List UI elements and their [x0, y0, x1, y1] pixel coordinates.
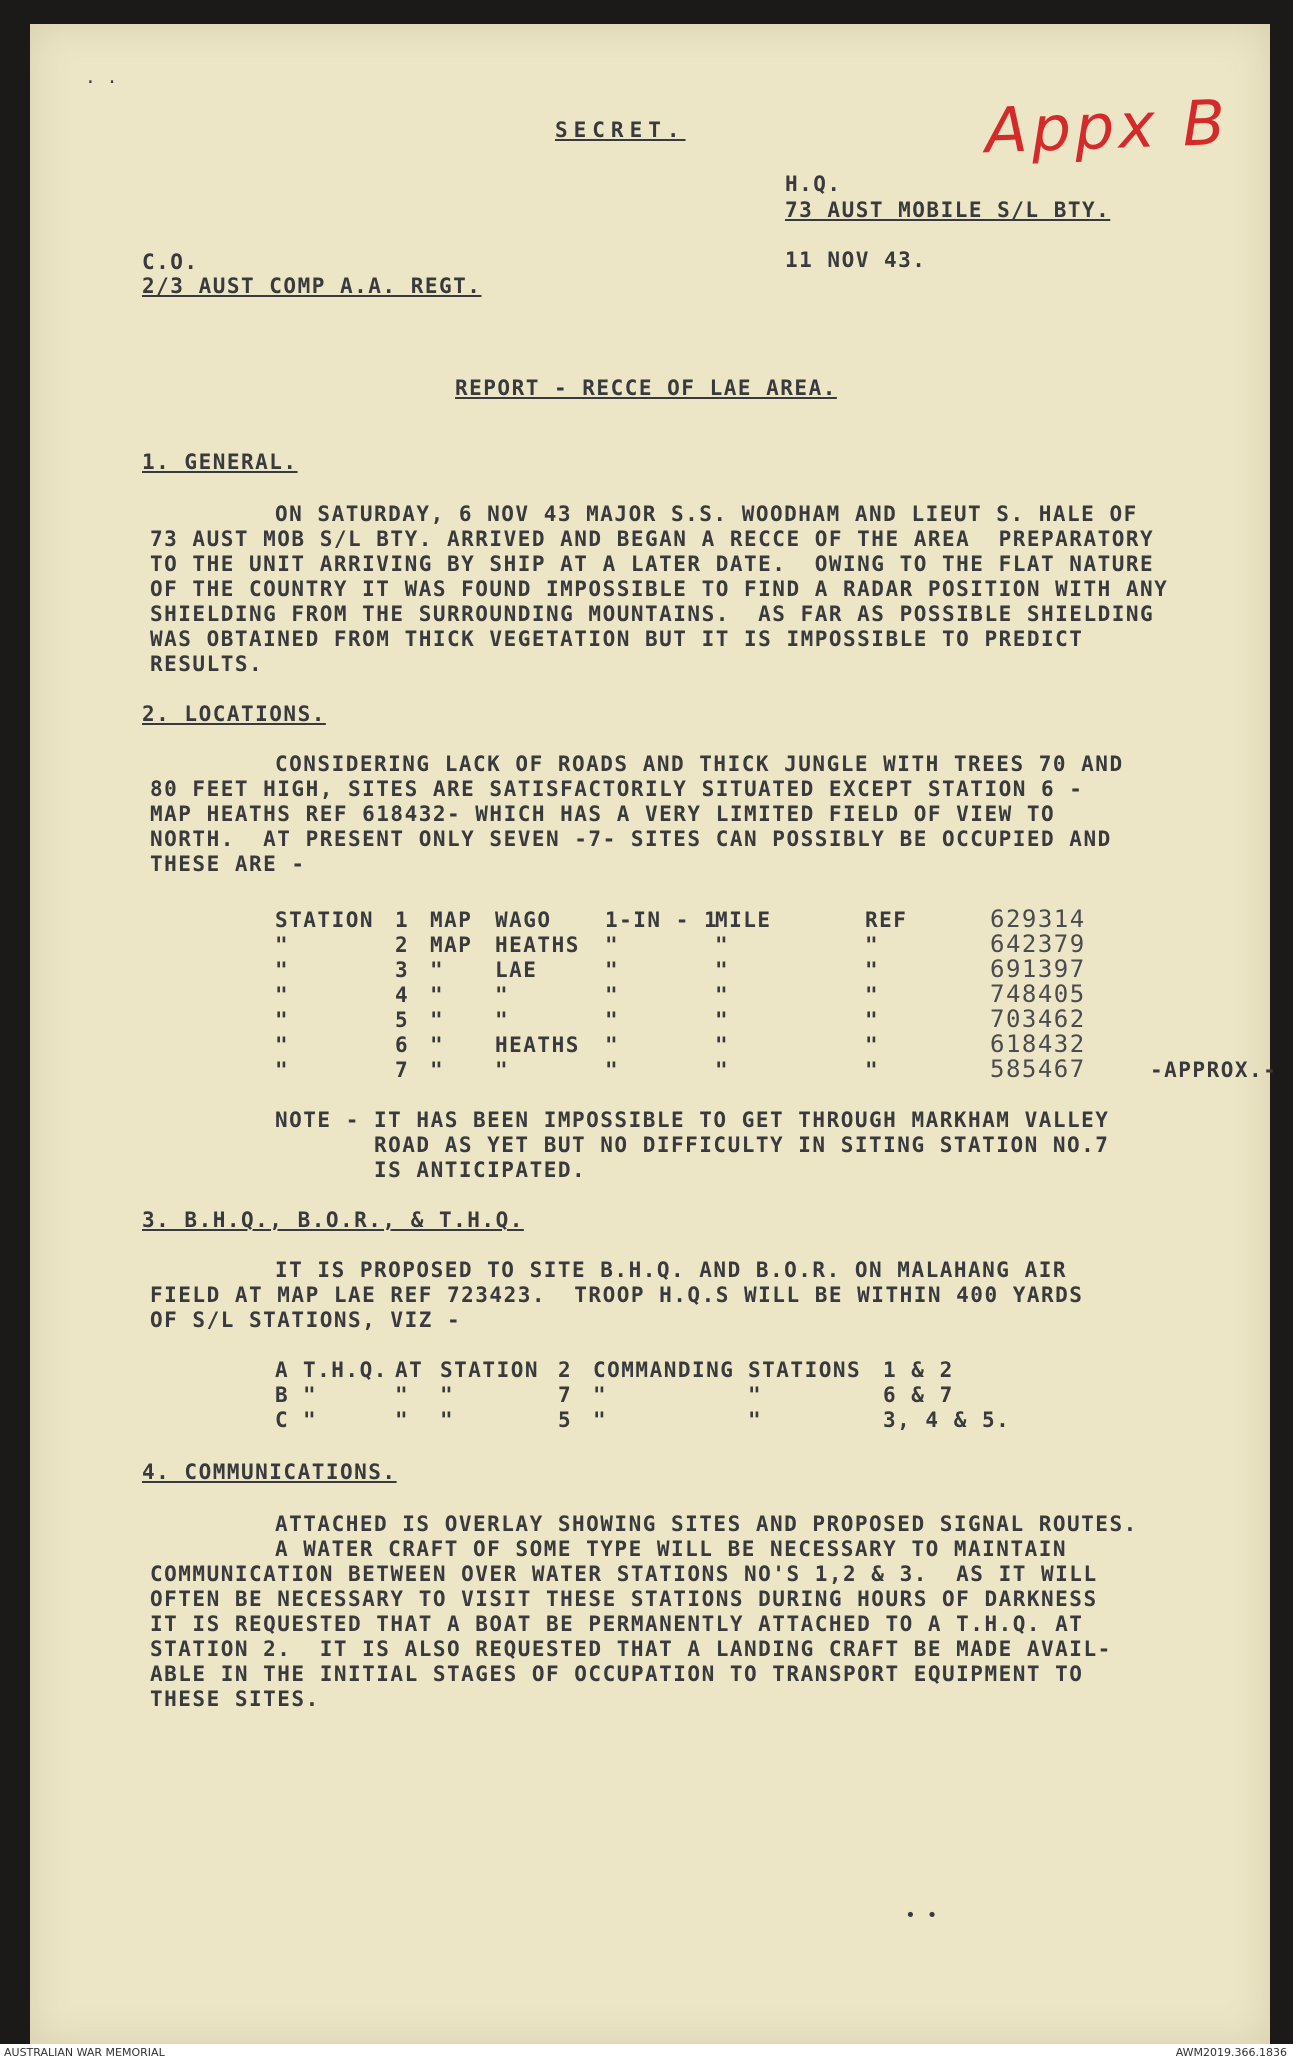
page-dots: • • — [905, 1905, 938, 1926]
table-row — [275, 905, 1277, 933]
map-name: LAE — [495, 958, 538, 982]
classification-heading: SECRET. — [555, 118, 686, 142]
map-label: MAP — [430, 933, 473, 957]
ref-label: " — [865, 983, 880, 1007]
locations-note — [275, 1108, 1293, 1183]
document-date: 11 NOV 43. — [785, 248, 927, 272]
map-scale: " — [605, 933, 620, 957]
map-name: " — [495, 1058, 510, 1082]
station-label: STATION — [440, 1358, 540, 1382]
map-label: " — [430, 1008, 445, 1032]
scale-unit: MILE — [715, 908, 772, 932]
troop-hq: T.H.Q. — [303, 1358, 388, 1382]
troop-letter: B — [275, 1383, 290, 1407]
report-title: REPORT - RECCE OF LAE AREA. — [455, 376, 837, 400]
map-scale: " — [605, 983, 620, 1007]
text-line: 80 FEET HIGH, SITES ARE SATISFACTORILY SITUATED EXCEPT STATION 6 - — [150, 777, 1084, 801]
section-heading-communications: 4. COMMUNICATIONS. — [142, 1460, 397, 1484]
map-scale: 1-IN - 1 — [605, 908, 719, 932]
text-line: THESE SITES. — [150, 1687, 320, 1711]
from-line-1: H.Q. — [785, 172, 842, 196]
station-number: 4 — [395, 983, 410, 1007]
stations-table — [275, 905, 1278, 1083]
ref-label: " — [865, 1058, 880, 1082]
station-label: STATION — [275, 908, 375, 932]
text-line: IT IS PROPOSED TO SITE B.H.Q. AND B.O.R. ON MALAHANG AIR — [275, 1258, 1068, 1282]
station-label: " — [275, 933, 290, 957]
text-line: COMMUNICATION BETWEEN OVER WATER STATIONS NO'S 1,2 & 3. AS IT WILL — [150, 1562, 1098, 1586]
station-label: " — [275, 958, 290, 982]
map-label: " — [430, 1058, 445, 1082]
map-name: WAGO — [495, 908, 552, 932]
map-label: " — [430, 1033, 445, 1057]
grid-ref: 642379 — [990, 930, 1086, 958]
station-note: -APPROX.- — [1150, 1058, 1278, 1082]
footer-left: AUSTRALIAN WAR MEMORIAL — [4, 2046, 165, 2059]
stations-label: " — [748, 1408, 763, 1432]
stations-label: " — [748, 1383, 763, 1407]
section-communications-body — [150, 1512, 1230, 1712]
ref-label: " — [865, 1008, 880, 1032]
troop-letter: A — [275, 1358, 290, 1382]
map-name: " — [495, 983, 510, 1007]
commanding-label: " — [593, 1408, 608, 1432]
table-row — [275, 1005, 1277, 1033]
text-line: RESULTS. — [150, 652, 264, 676]
hq-station: 5 — [558, 1408, 573, 1432]
commanding-label: " — [593, 1383, 608, 1407]
map-name: HEATHS — [495, 1033, 580, 1057]
station-label: " — [275, 1033, 290, 1057]
section-heading-general: 1. GENERAL. — [142, 450, 298, 474]
station-number: 5 — [395, 1008, 410, 1032]
scale-unit: " — [715, 1008, 730, 1032]
stations-label: STATIONS — [748, 1358, 862, 1382]
text-line: WAS OBTAINED FROM THICK VEGETATION BUT IT IS IMPOSSIBLE TO PREDICT — [150, 627, 1084, 651]
appendix-annotation: Appx B — [983, 85, 1231, 168]
section-heading-locations: 2. LOCATIONS. — [142, 702, 326, 726]
troop-hq: " — [303, 1408, 318, 1432]
table-row — [275, 980, 1277, 1008]
map-scale: " — [605, 958, 620, 982]
hq-station: 2 — [558, 1358, 573, 1382]
text-line: ABLE IN THE INITIAL STAGES OF OCCUPATION TO TRANSPORT EQUIPMENT TO — [150, 1662, 1084, 1686]
map-scale: " — [605, 1058, 620, 1082]
grid-ref: 629314 — [990, 905, 1086, 933]
scale-unit: " — [715, 958, 730, 982]
commanded-stations: 1 & 2 — [883, 1358, 954, 1382]
map-label: MAP — [430, 908, 473, 932]
archive-footer — [0, 2044, 1293, 2061]
text-line: NORTH. AT PRESENT ONLY SEVEN -7- SITES CAN POSSIBLY BE OCCUPIED AND — [150, 827, 1112, 851]
section-hq-body — [150, 1258, 1230, 1333]
station-number: 3 — [395, 958, 410, 982]
station-number: 7 — [395, 1058, 410, 1082]
map-scale: " — [605, 1008, 620, 1032]
station-label: " — [275, 1058, 290, 1082]
table-row — [275, 1408, 1010, 1433]
section-general-body — [150, 502, 1230, 677]
from-line-2: 73 AUST MOBILE S/L BTY. — [785, 198, 1111, 222]
scale-unit: " — [715, 1058, 730, 1082]
scale-unit: " — [715, 983, 730, 1007]
map-label: " — [430, 983, 445, 1007]
station-number: 1 — [395, 908, 410, 932]
text-line: A WATER CRAFT OF SOME TYPE WILL BE NECESSARY TO MAINTAIN — [275, 1537, 1068, 1561]
station-label: " — [275, 983, 290, 1007]
map-scale: " — [605, 1033, 620, 1057]
troop-letter: C — [275, 1408, 290, 1432]
text-line: OF S/L STATIONS, VIZ - — [150, 1308, 462, 1332]
scale-unit: " — [715, 933, 730, 957]
troop-hq: " — [303, 1383, 318, 1407]
punch-marks: · · — [85, 72, 118, 93]
station-label: " — [440, 1383, 455, 1407]
text-line: TO THE UNIT ARRIVING BY SHIP AT A LATER DATE. OWING TO THE FLAT NATURE — [150, 552, 1155, 576]
text-line: THESE ARE - — [150, 852, 306, 876]
ref-label: " — [865, 933, 880, 957]
map-name: " — [495, 1008, 510, 1032]
grid-ref: 691397 — [990, 955, 1086, 983]
note-line: NOTE - IT HAS BEEN IMPOSSIBLE TO GET THROUGH MARKHAM VALLEY — [275, 1108, 1110, 1132]
troops-table — [275, 1358, 1010, 1433]
to-line-1: C.O. — [142, 250, 199, 274]
note-line: IS ANTICIPATED. — [275, 1158, 587, 1182]
table-row — [275, 1055, 1278, 1083]
table-row — [275, 955, 1277, 983]
grid-ref: 748405 — [990, 980, 1086, 1008]
scale-unit: " — [715, 1033, 730, 1057]
text-line: MAP HEATHS REF 618432- WHICH HAS A VERY LIMITED FIELD OF VIEW TO — [150, 802, 1056, 826]
text-line: OFTEN BE NECESSARY TO VISIT THESE STATIONS DURING HOURS OF DARKNESS — [150, 1587, 1098, 1611]
table-row — [275, 930, 1277, 958]
table-row — [275, 1383, 1010, 1408]
ref-label: " — [865, 958, 880, 982]
section-heading-hq: 3. B.H.Q., B.O.R., & T.H.Q. — [142, 1208, 524, 1232]
at-label: " — [395, 1408, 410, 1432]
hq-station: 7 — [558, 1383, 573, 1407]
commanding-label: COMMANDING — [593, 1358, 735, 1382]
map-name: HEATHS — [495, 933, 580, 957]
station-label: " — [275, 1008, 290, 1032]
text-line: 73 AUST MOB S/L BTY. ARRIVED AND BEGAN A RECCE OF THE AREA PREPARATORY — [150, 527, 1155, 551]
text-line: IT IS REQUESTED THAT A BOAT BE PERMANENTLY ATTACHED TO A T.H.Q. AT — [150, 1612, 1084, 1636]
commanded-stations: 6 & 7 — [883, 1383, 954, 1407]
ref-label: " — [865, 1033, 880, 1057]
at-label: " — [395, 1383, 410, 1407]
table-row — [275, 1358, 1010, 1383]
section-locations-body — [150, 752, 1230, 877]
footer-right: AWM2019.366.1836 — [1175, 2046, 1287, 2059]
station-number: 2 — [395, 933, 410, 957]
grid-ref: 585467 — [990, 1055, 1086, 1083]
station-number: 6 — [395, 1033, 410, 1057]
note-line: ROAD AS YET BUT NO DIFFICULTY IN SITING STATION NO.7 — [275, 1133, 1110, 1157]
map-label: " — [430, 958, 445, 982]
commanded-stations: 3, 4 & 5. — [883, 1408, 1011, 1432]
text-line: ATTACHED IS OVERLAY SHOWING SITES AND PROPOSED SIGNAL ROUTES. — [275, 1512, 1138, 1536]
text-line: STATION 2. IT IS ALSO REQUESTED THAT A LANDING CRAFT BE MADE AVAIL- — [150, 1637, 1112, 1661]
text-line: SHIELDING FROM THE SURROUNDING MOUNTAINS. AS FAR AS POSSIBLE SHIELDING — [150, 602, 1155, 626]
text-line: ON SATURDAY, 6 NOV 43 MAJOR S.S. WOODHAM AND LIEUT S. HALE OF — [275, 502, 1138, 526]
text-line: OF THE COUNTRY IT WAS FOUND IMPOSSIBLE TO FIND A RADAR POSITION WITH ANY — [150, 577, 1169, 601]
station-label: " — [440, 1408, 455, 1432]
text-line: CONSIDERING LACK OF ROADS AND THICK JUNGLE WITH TREES 70 AND — [275, 752, 1124, 776]
ref-label: REF — [865, 908, 908, 932]
to-line-2: 2/3 AUST COMP A.A. REGT. — [142, 274, 482, 298]
grid-ref: 703462 — [990, 1005, 1086, 1033]
text-line: FIELD AT MAP LAE REF 723423. TROOP H.Q.S WILL BE WITHIN 400 YARDS — [150, 1283, 1084, 1307]
grid-ref: 618432 — [990, 1030, 1086, 1058]
table-row — [275, 1030, 1277, 1058]
at-label: AT — [395, 1358, 424, 1382]
